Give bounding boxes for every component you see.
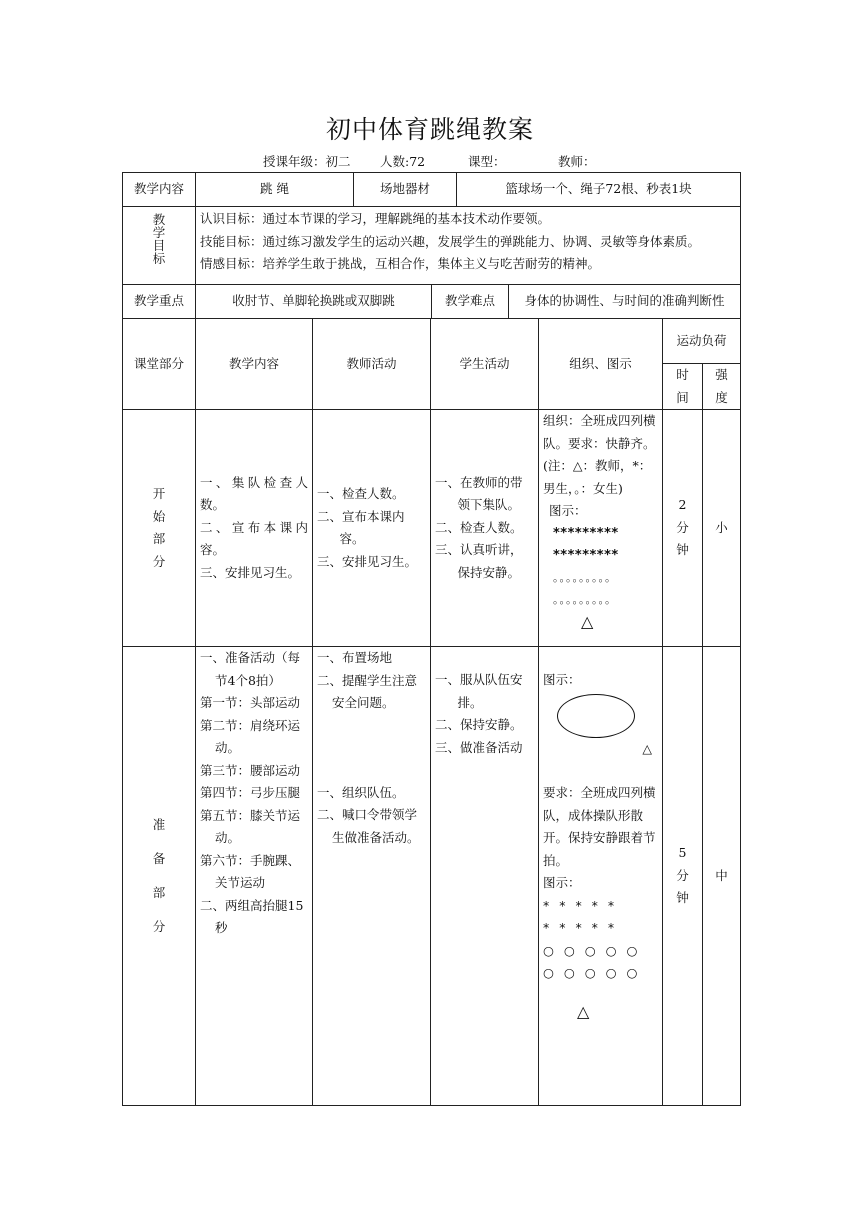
prep-student: 一、服从队伍安排。 二、保持安静。 三、做准备活动 xyxy=(431,647,539,1106)
start-content: 一、集队检查人数。 二、宣布本课内容。 三、安排见习生。 xyxy=(196,410,313,647)
girls-row: ○ ○ ○ ○ ○ xyxy=(543,942,641,958)
section-prep xyxy=(123,647,741,1106)
key-value: 收肘节、单脚轮换跳或双脚跳 xyxy=(196,285,432,319)
venue-label: 场地器材 xyxy=(354,173,457,207)
start-time: 2 分 钟 xyxy=(663,410,703,647)
header-teacher: 教师活动 xyxy=(313,319,431,410)
circle-formation-icon xyxy=(557,694,635,738)
start-intensity: 小 xyxy=(703,410,741,647)
header-load: 运动负荷 xyxy=(663,319,741,364)
boys-row: ********* xyxy=(553,525,619,541)
formation-diagram xyxy=(543,895,658,1024)
start-org-diagram-label: 图示： xyxy=(549,503,587,518)
girls-row: 。。。。。。。。。 xyxy=(553,570,617,584)
goal-item: 情感目标：培养学生敢于挑战，互相合作，集体主义与吃苦耐劳的精神。 xyxy=(200,256,601,271)
start-part: 开 始 部 分 xyxy=(123,410,196,647)
key-label: 教学重点 xyxy=(123,285,196,319)
section-start xyxy=(123,410,741,647)
header-content: 教学内容 xyxy=(196,319,313,410)
meta-count: 人数:72 xyxy=(380,154,426,169)
start-org-text: 组织：全班成四列横队。要求：快静齐。(注：△：教师，*：男生，。：女生) xyxy=(543,413,656,496)
difficulty-value: 身体的协调性、与时间的准确判断性 xyxy=(509,285,741,319)
boys-row: * * * * * xyxy=(543,920,618,935)
goals-label: 教 学 目 标 xyxy=(123,207,196,285)
boys-row: * * * * * xyxy=(543,897,618,913)
prep-org-requirement: 要求：全班成四列横队，成体操队形散开。保持安静跟着节拍。 xyxy=(543,785,656,868)
prep-org xyxy=(539,647,663,1106)
meta-teacher: 教师： xyxy=(558,154,596,169)
lesson-table xyxy=(122,318,741,1106)
girls-row: ○ ○ ○ ○ ○ xyxy=(543,965,641,980)
page-title: 初中体育跳绳教案 xyxy=(325,115,534,144)
boys-row: ********* xyxy=(553,547,619,563)
content-label: 教学内容 xyxy=(123,173,196,207)
venue-value: 篮球场一个、绳子72根、秒表1块 xyxy=(457,173,741,207)
start-student: 一、在教师的带领下集队。 二、检查人数。 三、认真听讲，保持安静。 xyxy=(431,410,539,647)
focus-table xyxy=(122,284,741,319)
header-student: 学生活动 xyxy=(431,319,539,410)
teacher-triangle-icon: △ xyxy=(581,611,594,631)
formation-diagram xyxy=(543,523,658,633)
prep-time: 5 分 钟 xyxy=(663,647,703,1106)
info-table xyxy=(122,172,741,285)
teacher-triangle-icon: △ xyxy=(577,1001,593,1021)
prep-org-label: 图示： xyxy=(543,875,581,890)
meta-type: 课型： xyxy=(468,154,506,169)
start-org xyxy=(539,410,663,647)
prep-intensity: 中 xyxy=(703,647,741,1106)
header-intensity: 强 度 xyxy=(703,364,741,410)
header-part: 课堂部分 xyxy=(123,319,196,410)
header-org: 组织、图示 xyxy=(539,319,663,410)
prep-content: 一、准备活动（每节4个8拍） 第一节：头部运动 第二节：肩绕环运动。 第三节：腰部运动 第四节：弓步压腿 第五节：膝关节运动。 第六节：手腕踝、关节运动 二、两组高抬腿15秒 xyxy=(196,647,313,1106)
goals-list xyxy=(196,207,741,285)
teacher-triangle-icon: △ xyxy=(642,740,652,756)
prep-org-label: 图示： xyxy=(543,672,581,687)
start-teacher: 一、检查人数。 二、宣布本课内容。 三、安排见习生。 xyxy=(313,410,431,647)
difficulty-label: 教学难点 xyxy=(432,285,509,319)
content-value: 跳 绳 xyxy=(196,173,354,207)
girls-row: 。。。。。。。。。 xyxy=(553,592,617,606)
prep-teacher: 一、布置场地 二、提醒学生注意安全问题。 一、组织队伍。 二、喊口令带领学生做准备活动。 xyxy=(313,647,431,1106)
prep-part: 准 备 部 分 xyxy=(123,647,196,1106)
meta-grade: 授课年级：初二 xyxy=(263,154,351,169)
goal-item: 技能目标：通过练习激发学生的运动兴趣，发展学生的弹跳能力、协调、灵敏等身体素质。 xyxy=(200,233,701,249)
header-time: 时 间 xyxy=(663,364,703,410)
goal-item: 认识目标：通过本节课的学习，理解跳绳的基本技术动作要领。 xyxy=(200,211,551,226)
